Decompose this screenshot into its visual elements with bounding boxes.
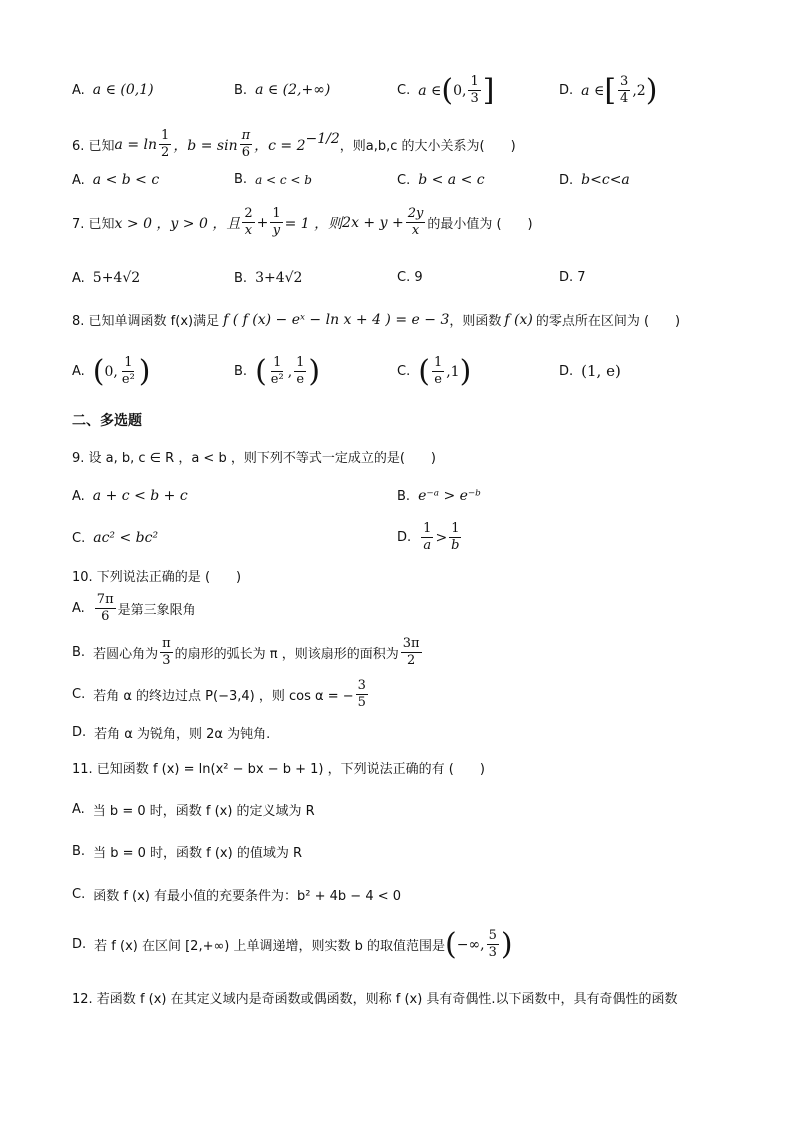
q7-stem: 7. 已知 x > 0 ，y > 0 ，且 $\frac{2}{x}$ + $\frac{1}{y}$ = 1 ，则 2x + y + $\frac{2y}{x}$ 的最小值为 ( ) — [72, 206, 533, 238]
q6-stem — [72, 128, 734, 161]
question-number: 7. 已知 — [72, 217, 115, 232]
q9-stem — [72, 447, 734, 466]
question-number: 6. 已知 — [72, 139, 115, 154]
question-text: 12. 若函数 f (x) 在其定义域内是奇函数或偶函数，则称 f (x) 具有奇偶性.以下函数中，具有奇偶性的函数 — [72, 992, 678, 1007]
q6-option-b: B. a < c < b — [234, 172, 312, 187]
q11-stem — [72, 758, 734, 777]
option-math: a ∈ — [418, 82, 442, 99]
option-math: a ∈ (0,1) — [92, 82, 154, 98]
q5-option-a — [72, 82, 154, 98]
fraction: $\frac{3}{4}$ — [620, 74, 629, 106]
q9-option-b: B. e⁻ᵃ > e⁻ᵇ — [397, 488, 481, 504]
q12-stem — [72, 988, 734, 1007]
q8-option-a: A. ( 0, $\frac{1}{\text{e²}}$ ) — [72, 353, 151, 389]
question-text: ，则a,b,c 的大小关系为( ) — [339, 139, 516, 154]
exponent: −1/2 — [305, 130, 340, 147]
question-text: ，则函数 — [449, 314, 502, 329]
q6-option-d: D. b<c<a — [559, 172, 630, 188]
math-expr: a = ln — [114, 136, 158, 153]
q8-option-d: D. (1, e) — [559, 362, 621, 380]
math-expr: ，c = 2 — [254, 137, 306, 154]
option-math: ,2 — [632, 82, 646, 99]
fraction: $\frac{2}{x}$ — [244, 206, 253, 238]
q11-option-d: D. 若 f (x) 在区间 [2,+∞) 上单调递增，则实数 b 的取值范围是 ( −∞, $\frac{5}{3}$ ) — [72, 926, 513, 962]
bracket-close: ] — [482, 72, 495, 108]
math-expr: f (x) — [504, 311, 533, 328]
q10-option-c: C. 若角 α 的终边过点 P(−3,4) ，则 cos α = − $\frac{3}{5}$ — [72, 678, 366, 710]
question-text: 10. 下列说法正确的是 ( ) — [72, 570, 242, 585]
q10-option-a: A. $\frac{7\pi}{6}$ 是第三象限角 — [72, 592, 196, 624]
option-math: a ∈ — [581, 82, 605, 99]
option-label: B. — [234, 82, 248, 98]
option-label: D. — [559, 83, 574, 98]
math-expr: 2x + y + — [342, 214, 404, 231]
math-expr: ，b = sin — [173, 137, 238, 154]
q8-option-c: C. ( $\frac{1}{e}$ ,1 ) — [397, 353, 472, 389]
section-heading: 二、多选题 — [72, 413, 142, 429]
q7-option-b: B. 3+4√2 — [234, 270, 303, 286]
fraction: $\frac{1}{2}$ — [161, 128, 170, 160]
math-expr: = 1 ，则 — [284, 215, 343, 232]
q11-option-c: C. 函数 f (x) 有最小值的充要条件为：b² + 4b − 4 < 0 — [72, 887, 402, 904]
fraction: $\frac{1}{y}$ — [272, 206, 281, 238]
question-text: 的最小值为 ( ) — [427, 217, 533, 232]
fraction: $\frac{2y}{x}$ — [407, 206, 424, 238]
q6-option-c: C. b < a < c — [397, 172, 485, 188]
paren-close: ) — [645, 72, 658, 108]
fraction: $\frac{\pi}{6}$ — [241, 128, 251, 160]
math-expr: x > 0 ，y > 0 ，且 — [114, 215, 241, 232]
q5-option-c — [397, 74, 494, 107]
question-text: 8. 已知单调函数 f(x)满足 — [72, 314, 220, 329]
q5-option-d — [559, 74, 657, 107]
question-text: 的零点所在区间为 ( ) — [535, 314, 681, 329]
option-label: C. — [397, 83, 411, 98]
fraction: $\frac{1}{3}$ — [470, 74, 479, 106]
q6-option-a: A. a < b < c — [72, 172, 160, 188]
bracket-open: [ — [604, 72, 617, 108]
q8-stem — [72, 310, 734, 329]
q7-option-d: D. 7 — [559, 270, 586, 285]
q10-stem — [72, 566, 734, 585]
q8-option-b: B. ( $\frac{1}{\text{e²}}$ , $\frac{1}{e}$ ) — [234, 353, 321, 389]
question-text: 11. 已知函数 f (x) = ln(x² − bx − b + 1) ，下列说法正确的有 ( ) — [72, 762, 485, 777]
q10-option-b: B. 若圆心角为 $\frac{\pi}{3}$ 的扇形的弧长为 π ，则该扇形的面积为 $\frac{3\pi}{2}$ — [72, 636, 420, 668]
q9-option-d: D. $\frac{1}{a}$ > $\frac{1}{b}$ — [397, 521, 460, 553]
question-text: 9. 设 a, b, c ∈ R ，a < b ，则下列不等式一定成立的是( ) — [72, 451, 436, 466]
q5-option-b — [234, 82, 330, 98]
option-math: a ∈ (2,+∞) — [255, 82, 331, 98]
q7-option-a: A. 5+4√2 — [72, 270, 141, 286]
option-label: A. — [72, 82, 85, 98]
q9-option-c: C. ac² < bc² — [72, 530, 159, 546]
math-expr: f ( f (x) − eˣ − ln x + 4 ) = e − 3 — [223, 311, 450, 328]
q9-option-a: A. a + c < b + c — [72, 488, 188, 504]
q10-option-d: D. 若角 α 为锐角，则 2α 为钝角. — [72, 725, 271, 742]
q11-option-b: B. 当 b = 0 时，函数 f (x) 的值域为 R — [72, 844, 302, 861]
q11-option-a: A. 当 b = 0 时，函数 f (x) 的定义域为 R — [72, 802, 315, 819]
paren-open: ( — [441, 72, 454, 108]
q7-option-c: C. 9 — [397, 270, 423, 285]
option-math: 0, — [453, 82, 467, 99]
